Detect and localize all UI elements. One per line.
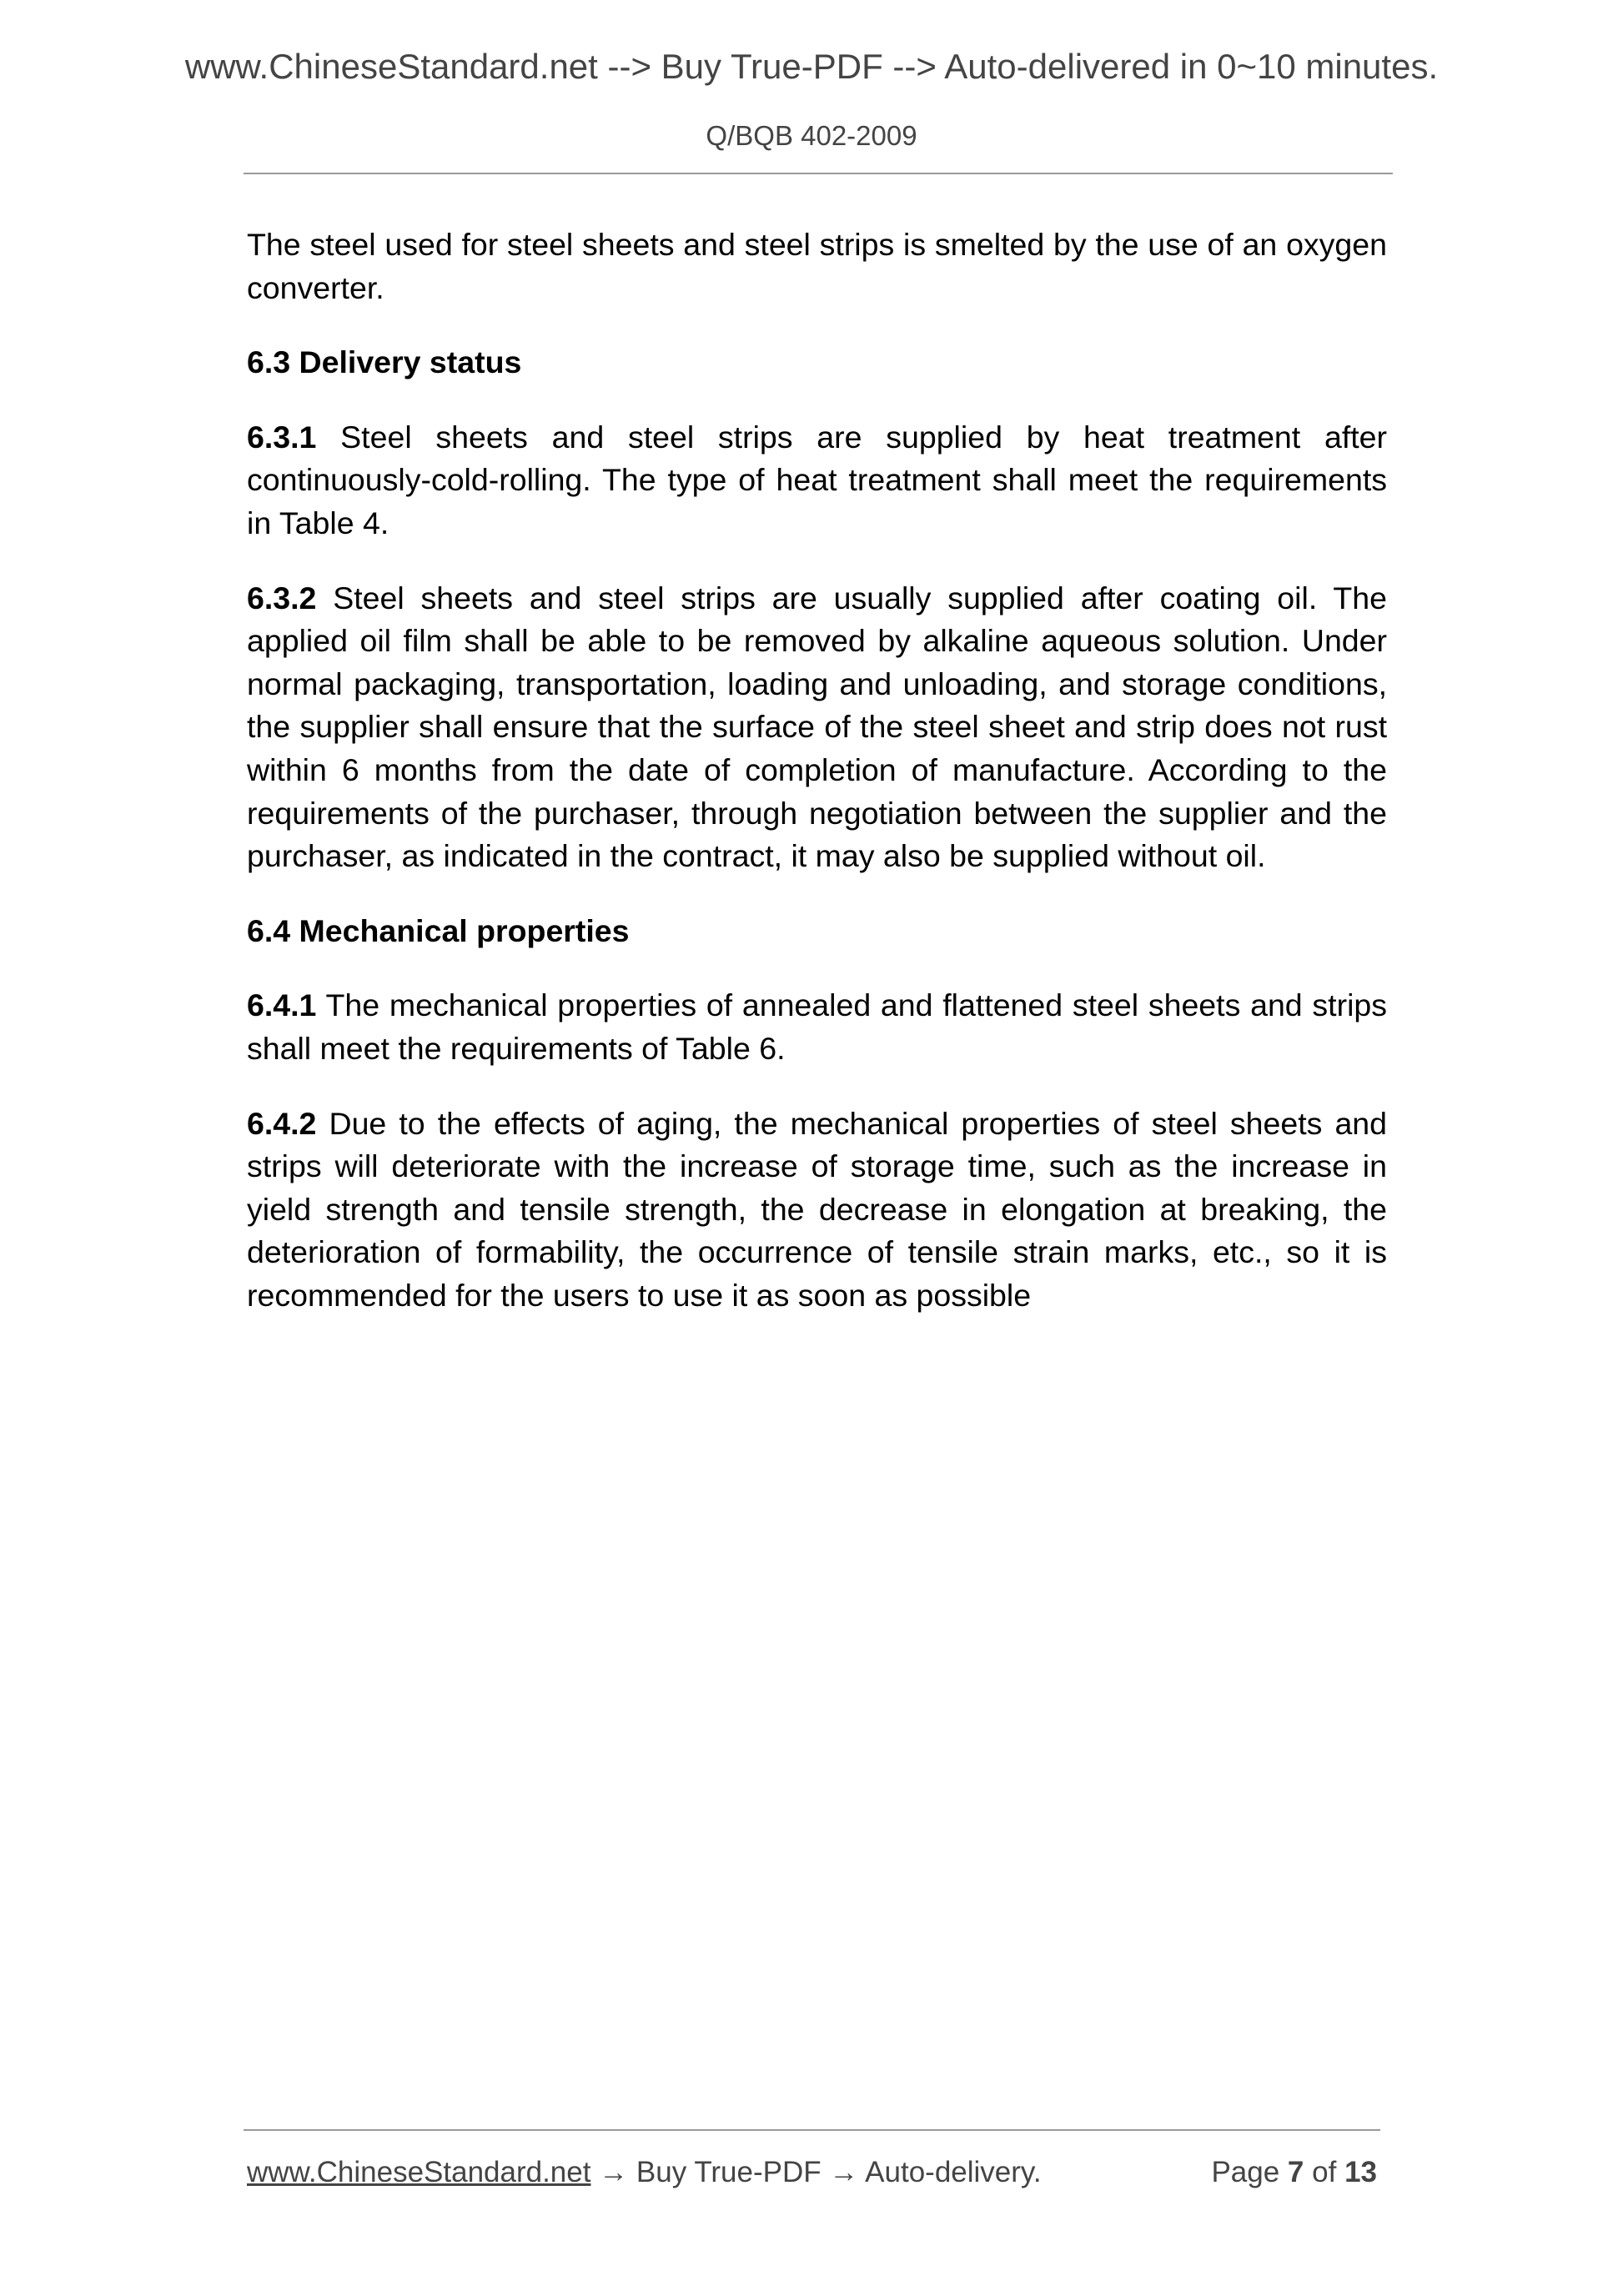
- section-heading-6-3: 6.3 Delivery status: [247, 344, 522, 380]
- intro-paragraph: The steel used for steel sheets and steel strips is smelted by the use of an oxygen converter.: [247, 227, 1387, 305]
- page-of-label: of: [1312, 2156, 1337, 2188]
- page-footer: [247, 2153, 1377, 2192]
- clause-number: 6.3.2: [247, 580, 317, 615]
- page-number: [1211, 2153, 1377, 2192]
- clause-number: 6.4.1: [247, 987, 317, 1023]
- footer-promo-text: → Buy True-PDF → Auto-delivery.: [590, 2156, 1042, 2188]
- clause-text: Due to the effects of aging, the mechanical properties of steel sheets and strips will deteriorate with the increase of storage time, such as the increase in yield strength and tensile strength, the decrease in elongation at breaking, the deterioration of formability, the occurrence of tensile strain marks, etc., so it is recommended for the users to use it as soon as possible: [247, 1105, 1388, 1313]
- clause-number: 6.4.2: [247, 1105, 317, 1141]
- footer-divider: [244, 2129, 1380, 2131]
- clause-6-4-1: [247, 984, 1387, 1070]
- page-label: Page: [1211, 2156, 1280, 2188]
- clause-text: Steel sheets and steel strips are supplied by heat treatment after continuously-cold-rolling. The type of heat treatment shall meet the requirements in Table 4.: [247, 419, 1387, 540]
- footer-promo: [247, 2153, 1042, 2192]
- clause-6-3-2: [247, 577, 1387, 878]
- clause-number: 6.3.1: [247, 419, 317, 455]
- clause-6-4-2: [247, 1103, 1387, 1318]
- clause-text: The mechanical properties of annealed and flattened steel sheets and strips shall meet the requirements of Table 6.: [247, 987, 1388, 1066]
- current-page: 7: [1287, 2156, 1304, 2188]
- document-code: Q/BQB 402-2009: [706, 120, 917, 151]
- website-link[interactable]: www.ChineseStandard.net: [247, 2156, 591, 2188]
- page-content: [247, 224, 1387, 1349]
- header-divider: [244, 173, 1393, 174]
- total-pages: 13: [1344, 2156, 1377, 2188]
- section-heading-6-4: 6.4 Mechanical properties: [247, 912, 630, 948]
- clause-6-3-1: [247, 416, 1387, 545]
- clause-text: Steel sheets and steel strips are usually supplied after coating oil. The applied oil film shall be able to be removed by alkaline aqueous solution. Under normal packaging, transportation, loading and unloading, and storage conditions, the supplier shall ensure that the surface of the steel sheet and strip does not rust within 6 months from the date of completion of manufacture. According to the requirements of the purchaser, through negotiation between the supplier and the purchaser, as indicated in the contract, it may also be supplied without oil.: [247, 580, 1387, 874]
- top-banner: www.ChineseStandard.net --> Buy True-PDF --> Auto-delivered in 0~10 minutes.: [184, 47, 1439, 86]
